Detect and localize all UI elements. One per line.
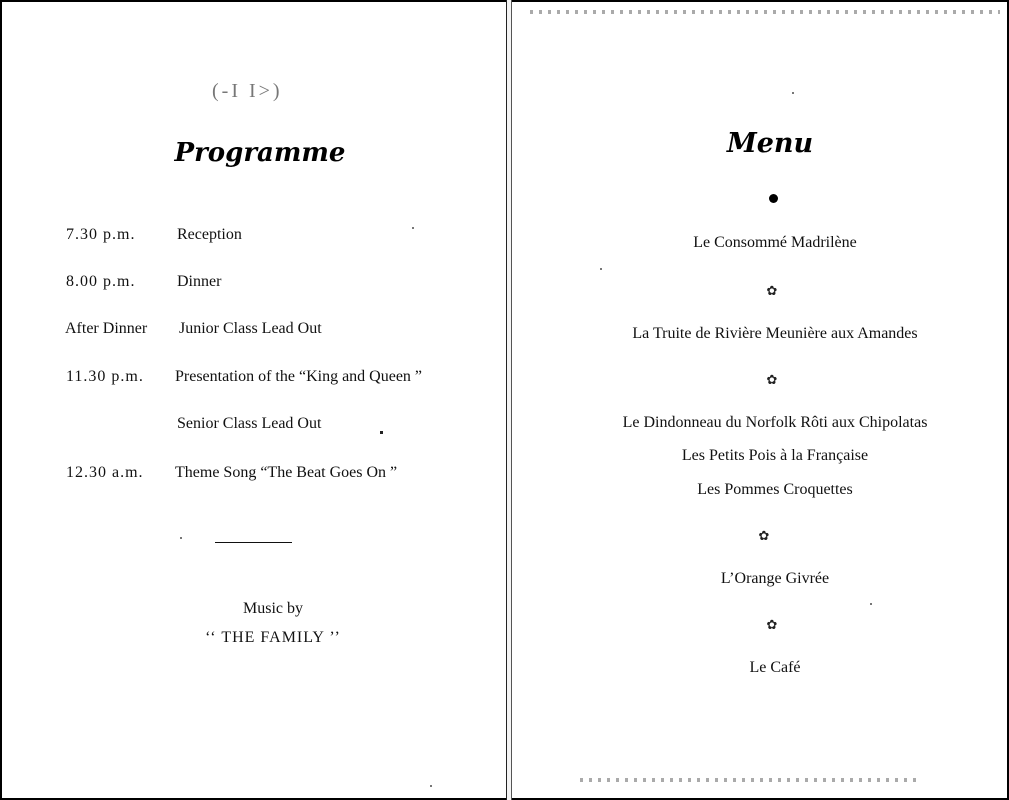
bullet-dot (769, 194, 778, 203)
flower-ornament-icon: ✿ (766, 284, 778, 299)
paper-speck (792, 92, 794, 94)
paper-speck (412, 227, 414, 229)
flower-ornament-icon: ✿ (758, 529, 770, 544)
programme-event: Senior Class Lead Out (177, 415, 322, 432)
paper-speck (600, 268, 602, 270)
menu-title: Menu (726, 128, 814, 159)
menu-dish: La Truite de Rivière Meunière aux Amandes (632, 325, 918, 342)
menu-dish: Le Dindonneau du Norfolk Rôti aux Chipolatas (622, 414, 928, 431)
programme-time: 7.30 p.m. (66, 226, 136, 243)
programme-time: After Dinner (65, 320, 148, 337)
menu-dish: L’Orange Givrée (720, 570, 830, 587)
ink-stamp: (-I I>) (212, 80, 283, 102)
menu-dish: Le Consommé Madrilène (693, 234, 857, 251)
menu-page (510, 0, 1009, 800)
programme-time: 11.30 p.m. (66, 368, 144, 385)
programme-event: Reception (177, 226, 242, 243)
flower-ornament-icon: ✿ (766, 618, 778, 633)
paper-speck (870, 603, 872, 605)
programme-title: Programme (174, 138, 346, 168)
programme-event: Dinner (177, 273, 222, 290)
scan-edge-top (530, 10, 1000, 14)
divider-rule (215, 542, 292, 543)
flower-ornament-icon: ✿ (766, 373, 778, 388)
menu-dish: Le Café (749, 659, 801, 676)
music-by-label: Music by (243, 600, 303, 617)
menu-dish: Les Petits Pois à la Française (681, 447, 869, 464)
paper-speck (180, 537, 182, 539)
menu-dish: Les Pommes Croquettes (697, 481, 853, 498)
programme-time: 12.30 a.m. (66, 464, 144, 481)
paper-speck (380, 431, 383, 434)
scan-edge-bottom (580, 778, 920, 782)
programme-event: Presentation of the “King and Queen ” (175, 368, 423, 385)
band-name: ‘‘ THE FAMILY ’’ (205, 629, 341, 646)
programme-event: Junior Class Lead Out (179, 320, 322, 337)
programme-time: 8.00 p.m. (66, 273, 136, 290)
paper-speck (430, 785, 432, 787)
programme-event: Theme Song “The Beat Goes On ” (175, 464, 398, 481)
